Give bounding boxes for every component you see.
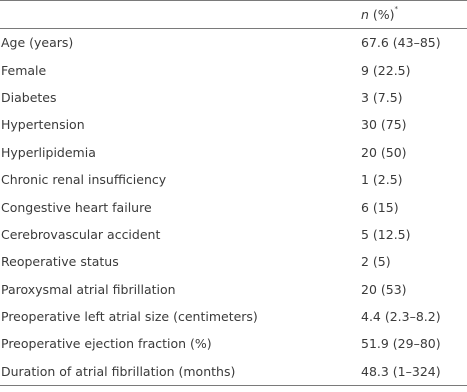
- row-label: Female: [1, 62, 47, 78]
- row-value: 67.6 (43–85): [361, 35, 441, 51]
- table-row: [0, 358, 467, 386]
- row-label: Preoperative left atrial size (centimeters): [1, 309, 258, 325]
- header-footnote-marker: *: [394, 5, 399, 13]
- header-label-cell: [0, 1, 358, 29]
- table-row: [0, 139, 467, 166]
- row-value: 4.4 (2.3–8.2): [361, 309, 441, 325]
- row-label: Congestive heart failure: [1, 199, 152, 215]
- row-label: Preoperative ejection fraction (%): [1, 336, 212, 352]
- table-row: [0, 248, 467, 275]
- row-label: Diabetes: [1, 89, 57, 105]
- row-value: 6 (15): [361, 199, 399, 215]
- table-row: [0, 111, 467, 138]
- row-label: Hypertension: [1, 117, 85, 133]
- table-row: [0, 276, 467, 303]
- table-row: [0, 221, 467, 248]
- table-row: [0, 166, 467, 193]
- row-label: Duration of atrial fibrillation (months): [0, 358, 358, 386]
- row-value: 51.9 (29–80): [361, 336, 441, 352]
- row-label: Chronic renal insufficiency: [1, 172, 167, 188]
- table-row: [0, 56, 467, 83]
- row-label: Cerebrovascular accident: [1, 226, 161, 242]
- row-value: 2 (5): [361, 254, 391, 270]
- row-label: Hyperlipidemia: [1, 144, 96, 160]
- row-value: 20 (50): [361, 144, 407, 160]
- row-value: 3 (7.5): [361, 89, 403, 105]
- table-row: [0, 330, 467, 357]
- row-label: Paroxysmal atrial fibrillation: [1, 281, 176, 297]
- row-label: Age (years): [1, 35, 74, 51]
- header-value-cell: [358, 1, 467, 29]
- row-label: Reoperative status: [1, 254, 119, 270]
- row-value: 20 (53): [361, 281, 407, 297]
- header-percent-label: (%): [368, 7, 395, 22]
- table-row: [0, 29, 467, 57]
- table-row: [0, 303, 467, 330]
- row-value: 9 (22.5): [361, 62, 411, 78]
- header-n-symbol: n: [361, 7, 369, 22]
- table-row: [0, 193, 467, 220]
- table-row: [0, 84, 467, 111]
- table-header-row: [0, 1, 467, 29]
- row-value: 30 (75): [361, 117, 407, 133]
- row-value: 1 (2.5): [361, 172, 403, 188]
- row-value: 5 (12.5): [361, 226, 411, 242]
- row-value: 48.3 (1–324): [358, 358, 467, 386]
